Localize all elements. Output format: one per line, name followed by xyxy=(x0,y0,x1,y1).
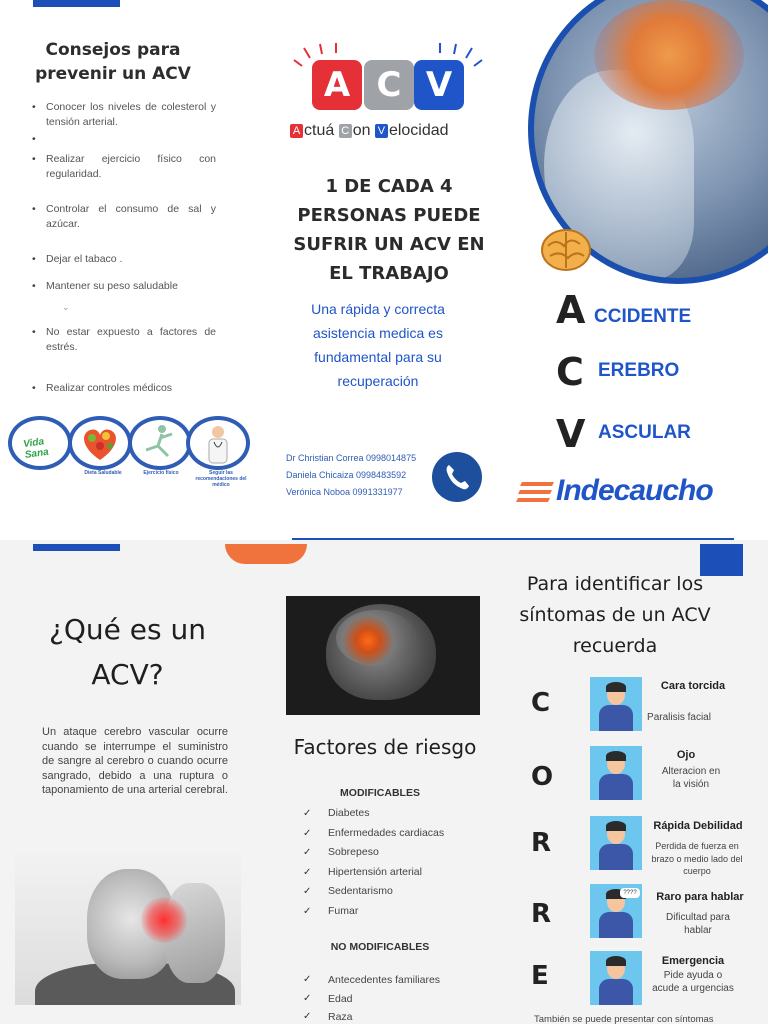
tagline-part: elocidad xyxy=(388,122,449,139)
symptom-desc: Dificultad para hablar xyxy=(666,912,730,936)
corre-letter: R xyxy=(531,899,552,929)
risk-item: ✓ Edad xyxy=(303,990,440,1009)
risk-item: ✓ Enfermedades cardiacas xyxy=(303,824,444,844)
symptoms-footer-text: También se puede presentar con síntomas xyxy=(534,1014,714,1024)
what-is-title: ¿Qué es un ACV? xyxy=(49,613,206,691)
headache-man-photo xyxy=(15,853,241,1005)
nonmodifiable-heading: NO MODIFICABLES xyxy=(330,941,430,953)
brain-icon xyxy=(540,226,592,276)
chevron-down-icon: ⌄ xyxy=(62,302,70,312)
contact-item: Dr Christian Correa 0998014875 xyxy=(286,453,417,463)
tips-title: Consejos para prevenir un ACV xyxy=(35,40,191,84)
symptom-desc: Paralisis facial xyxy=(647,712,711,723)
vida-sana-text: Vida Sana xyxy=(22,436,50,461)
brain-glow xyxy=(594,0,744,110)
symptom-weakness-icon xyxy=(590,816,642,870)
acronym-word: CCIDENTE xyxy=(594,306,692,327)
risk-item: ✓ Antecedentes familiares xyxy=(303,971,440,990)
symptom-desc: Pide ayuda o acude a urgencias xyxy=(652,970,734,994)
symptom-speech-icon xyxy=(590,884,642,938)
corre-letter: C xyxy=(531,688,551,718)
tip-item: • Dejar el tabaco . xyxy=(30,252,216,279)
habit-caption: Seguir las recomendaciones del médico xyxy=(195,470,247,488)
tip-item: • Realizar ejercicio físico con regularidad. xyxy=(30,152,216,202)
tip-item: • Controlar el consumo de sal y azúcar. xyxy=(30,202,216,252)
brand-name: Indecaucho xyxy=(556,474,713,507)
tip-item: • Mantener su peso saludable xyxy=(30,279,216,325)
symptom-desc: Alteracion en la visión xyxy=(661,766,721,790)
assistance-text: Una rápida y correcta asistencia medica es fundamental para su recuperación xyxy=(311,301,445,389)
symptom-title: Cara torcida xyxy=(660,680,726,692)
acronym-letter: C xyxy=(556,350,584,394)
symptoms-title: Para identificar los síntomas de un ACV recuerda xyxy=(519,573,711,657)
brain-xray-photo xyxy=(286,596,480,715)
symptom-emergency-icon xyxy=(590,951,642,1005)
exercise-icon xyxy=(128,416,192,470)
tip-item: • Conocer los niveles de colesterol y tensión arterial. xyxy=(30,100,216,132)
indecaucho-logo xyxy=(516,472,726,512)
risk-item: ✓ Diabetes xyxy=(303,804,444,824)
person-body xyxy=(599,774,633,800)
tagline-initial-c: C xyxy=(339,124,352,138)
xray-brain xyxy=(336,610,416,666)
tip-item: • Realizar controles médicos xyxy=(30,381,216,401)
symptom-eye-icon xyxy=(590,746,642,800)
nonmodifiable-list xyxy=(303,971,440,1024)
acronym-letter: A xyxy=(556,288,586,332)
risk-item: ✓ Raza xyxy=(303,1008,440,1024)
phone-icon xyxy=(432,452,482,502)
risk-item: ✓ Hipertensión arterial xyxy=(303,863,444,883)
healthy-habits-strip xyxy=(8,412,253,494)
acronym-letter: V xyxy=(556,412,586,456)
risk-item: ✓ Fumar xyxy=(303,902,444,922)
what-is-text: Un ataque cerebro vascular ocurre cuando se interrumpe el suministro de sangre al cerebro o cuando ocurre sangrado, debido a una ruptura o taponamiento de una arterial cerebral. xyxy=(42,726,228,797)
person-body xyxy=(599,705,633,731)
person-hair xyxy=(606,682,626,692)
person-hair xyxy=(606,956,626,966)
speech-bubble: ???? xyxy=(620,888,640,898)
corre-letter: O xyxy=(531,762,554,792)
contact-item: Verónica Noboa 0991331977 xyxy=(286,487,403,497)
healthy-diet-heart-icon xyxy=(68,416,132,470)
logo-tagline xyxy=(290,122,490,140)
acv-logo xyxy=(290,38,500,148)
tip-item: • No estar expuesto a factores de estrés. xyxy=(30,325,216,381)
headline: 1 DE CADA 4 PERSONAS PUEDE SUFRIR UN ACV EN EL TRABAJO xyxy=(293,176,485,284)
tagline-initial-v: V xyxy=(375,124,388,138)
pain-highlight xyxy=(141,897,187,943)
tip-item-empty xyxy=(30,132,216,152)
acronym-word: ASCULAR xyxy=(598,422,691,443)
indecaucho-stripes-icon xyxy=(516,480,556,506)
corre-letter: R xyxy=(531,828,552,858)
habit-caption: Dieta Saludable xyxy=(84,470,122,476)
contact-item: Daniela Chicaiza 0998483592 xyxy=(286,470,407,480)
orange-semicircle xyxy=(225,544,307,564)
modifiable-heading: MODIFICABLES xyxy=(340,787,420,799)
doctor-icon xyxy=(186,416,250,470)
risk-factors-title: Factores de riesgo xyxy=(293,735,477,759)
symptom-title: Emergencia xyxy=(661,955,725,967)
blue-tab-bottom xyxy=(33,544,120,551)
risk-item: ✓ Sobrepeso xyxy=(303,843,444,863)
person-hair xyxy=(606,751,626,761)
symptom-desc: Perdida de fuerza en brazo o medio lado del cuerpo xyxy=(651,841,743,876)
tagline-part: on xyxy=(352,122,375,139)
risk-item: ✓ Sedentarismo xyxy=(303,882,444,902)
modifiable-list xyxy=(303,804,444,922)
symptom-title: Raro para hablar xyxy=(656,891,744,903)
symptom-title: Rápida Debilidad xyxy=(653,820,743,832)
tips-list xyxy=(30,100,216,401)
contact-list xyxy=(286,450,416,501)
corre-letter: E xyxy=(531,961,549,991)
logo-letter-a: A xyxy=(312,60,362,110)
blue-tab-top xyxy=(33,0,120,7)
logo-letter-v: V xyxy=(414,60,464,110)
symptom-title: Ojo xyxy=(676,749,696,761)
acronym-word: EREBRO xyxy=(598,360,680,381)
person-hair xyxy=(606,821,626,831)
person-body xyxy=(599,912,633,938)
habit-caption: Ejercicio físico xyxy=(143,470,179,476)
logo-letter-c: C xyxy=(364,60,414,110)
tagline-part: ctuá xyxy=(304,122,339,139)
person-body xyxy=(599,979,633,1005)
tagline-initial-a: A xyxy=(290,124,303,138)
person-body xyxy=(599,844,633,870)
vida-sana-logo xyxy=(8,416,72,470)
